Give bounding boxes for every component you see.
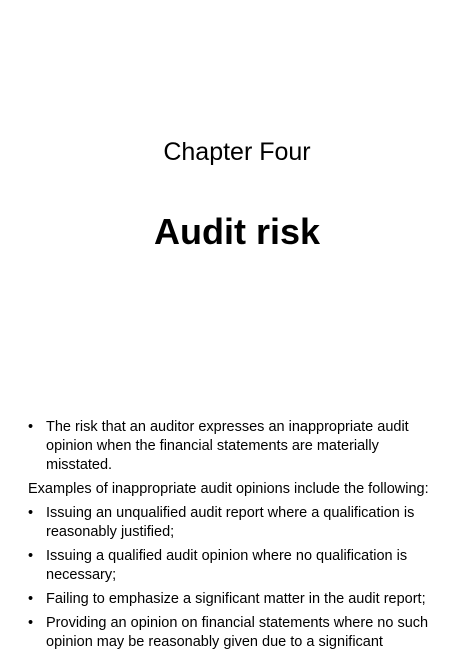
bullet-dot-icon: • — [28, 419, 34, 435]
example-text: Issuing a qualified audit opinion where no qualification is necessary; — [46, 548, 408, 583]
bullet-item — [28, 504, 448, 542]
definition-text: The risk that an auditor expresses an inappropriate audit opinion when the financial statements are materially misstated. — [46, 419, 409, 473]
content-slide — [0, 400, 474, 650]
examples-intro: Examples of inappropriate audit opinions include the following: — [28, 481, 429, 497]
example-text: Providing an opinion on financial statements where no such opinion may be reasonably given due to a significant — [46, 615, 429, 650]
bullet-item — [28, 590, 448, 609]
slide-title: Audit risk — [153, 211, 321, 252]
chapter-heading: Chapter Four — [163, 138, 311, 166]
bullet-item — [28, 418, 448, 475]
bullet-dot-icon: • — [28, 615, 34, 631]
example-text: Issuing an unqualified audit report where a qualification is reasonably justified; — [46, 505, 415, 540]
bullet-item — [28, 614, 448, 652]
bullet-item — [28, 547, 448, 585]
bullet-dot-icon: • — [28, 548, 34, 564]
bullet-dot-icon: • — [28, 505, 34, 521]
example-text: Failing to emphasize a significant matter in the audit report; — [46, 591, 426, 607]
content-body — [28, 418, 448, 657]
bullet-dot-icon: • — [28, 591, 34, 607]
